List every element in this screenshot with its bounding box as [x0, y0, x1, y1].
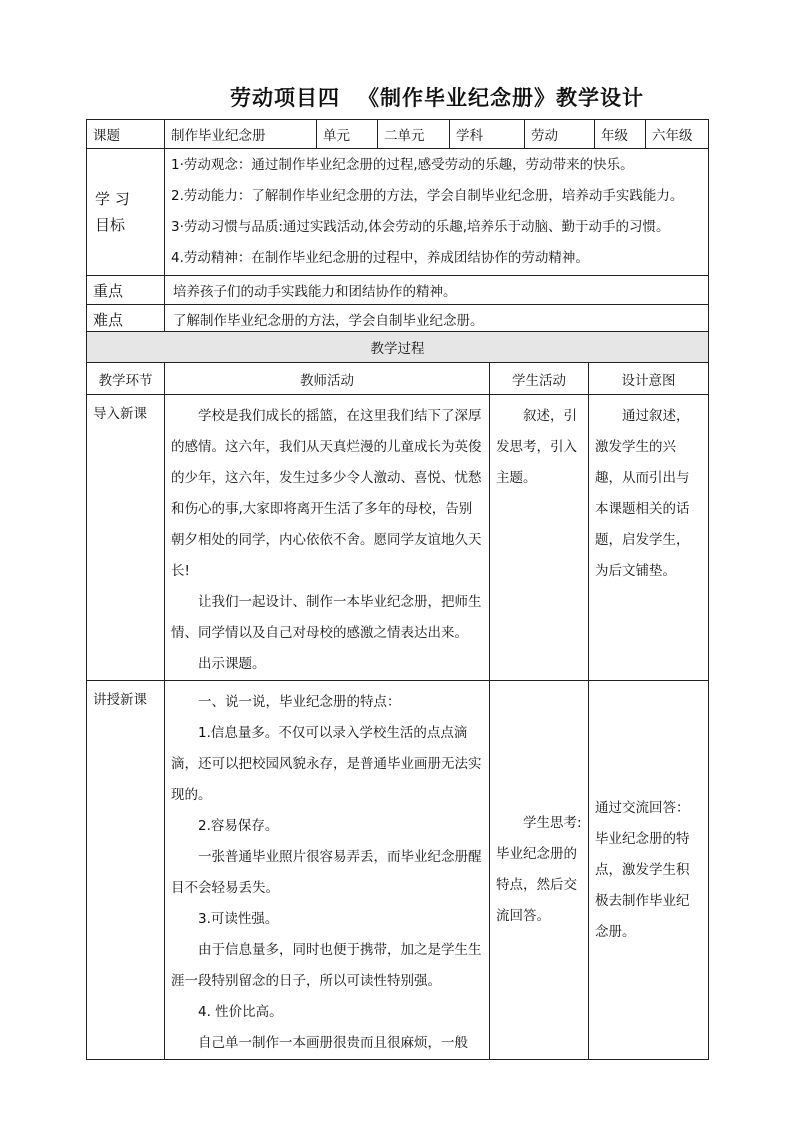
design-intent: 通过交流回答：毕业纪念册的特点，激发学生积极去制作毕业纪念册。: [595, 799, 690, 940]
col-teacher: 教师活动: [165, 363, 490, 395]
column-header-row: [87, 363, 709, 395]
goal-item-2: 2.劳动能力：了解制作毕业纪念册的方法，学会自制毕业纪念册，培养动手实践能力。: [171, 188, 684, 204]
grade-value: 六年级: [646, 120, 709, 149]
unit-label: 单元: [317, 120, 378, 149]
goals-label-line2: 目标: [95, 216, 126, 234]
table-row: [87, 395, 709, 681]
lesson-info-table: [86, 119, 709, 334]
teacher-paragraph: 2.容易保存。: [198, 818, 279, 834]
subject-label: 学科: [450, 120, 525, 149]
student-cell: [490, 395, 589, 681]
teacher-paragraph: 一张普通毕业照片很容易弄丢，而毕业纪念册醒目不会轻易丢失。: [171, 849, 482, 896]
table-row: [87, 681, 709, 1060]
student-cell: [490, 681, 589, 1060]
goals-label-line1: 学 习: [95, 190, 130, 208]
difficulty-label: 难点: [87, 305, 165, 334]
student-activity: 学生思考:毕业纪念册的特点，然后交流回答。: [496, 815, 582, 924]
student-activity: 叙述，引发思考，引入主题。: [496, 408, 577, 486]
key-point-label: 重点: [87, 276, 165, 305]
title-project: 劳动项目四: [230, 86, 340, 110]
teacher-paragraph: 一、说一说，毕业纪念册的特点：: [198, 694, 401, 710]
page-title: [0, 82, 794, 112]
topic-value: 制作毕业纪念册: [165, 120, 317, 149]
teacher-paragraph: 自己单一制作一本画册很贵而且很麻烦，一般: [198, 1035, 468, 1051]
goals-row: [87, 149, 709, 276]
stage-cell: [87, 681, 165, 1060]
teacher-cell: [165, 395, 490, 681]
teacher-paragraph: 学校是我们成长的摇篮，在这里我们结下了深厚的感情。这六年，我们从天真烂漫的儿童成长为英俊的少年，这六年，发生过多少令人激动、喜悦、忧愁和伤心的事,大家即将离开生活了多年的母校，告别朝夕相处的同学，内心依依不舍。愿同学友谊地久天长!: [171, 408, 482, 579]
goals-label: [87, 149, 165, 276]
process-header-row: [87, 332, 709, 363]
stage-cell: [87, 395, 165, 681]
difficulty-row: [87, 305, 709, 334]
stage-label: 讲授新课: [93, 692, 147, 708]
teacher-paragraph: 由于信息量多，同时也便于携带，加之是学生生涯一段特别留念的日子，所以可读性特别强。: [171, 942, 482, 989]
goal-item-4: 4.劳动精神：在制作毕业纪念册的过程中，养成团结协作的劳动精神。: [171, 250, 589, 266]
col-intent: 设计意图: [589, 363, 709, 395]
teacher-paragraph: 3.可读性强。: [198, 911, 279, 927]
difficulty-text: 了解制作毕业纪念册的方法，学会自制毕业纪念册。: [165, 305, 709, 334]
info-row: [87, 120, 709, 149]
goal-item-1: 1·劳动观念：通过制作毕业纪念册的过程,感受劳动的乐趣，劳动带来的快乐。: [171, 157, 634, 173]
title-lesson: 《制作毕业纪念册》教学设计: [358, 86, 644, 110]
design-intent: 通过叙述，激发学生的兴趣，从而引出与本课题相关的话题，启发学生，为后文铺垫。: [595, 408, 690, 579]
key-point-text: 培养孩子们的动手实践能力和团结协作的精神。: [165, 276, 709, 305]
stage-label: 导入新课: [93, 406, 147, 422]
col-student: 学生活动: [490, 363, 589, 395]
key-point-row: [87, 276, 709, 305]
intent-cell: [589, 395, 709, 681]
subject-value: 劳动: [525, 120, 595, 149]
teacher-paragraph: 让我们一起设计、制作一本毕业纪念册，把师生情、同学情以及自己对母校的感激之情表达出来。: [171, 594, 482, 641]
grade-label: 年级: [595, 120, 646, 149]
teaching-process-table: [86, 331, 709, 1060]
goal-item-3: 3·劳动习惯与品质:通过实践活动,体会劳动的乐趣,培养乐于动脑、勤于动手的习惯。: [171, 219, 670, 235]
goals-content: [165, 149, 709, 276]
intent-cell: [589, 681, 709, 1060]
col-stage: 教学环节: [87, 363, 165, 395]
teacher-paragraph: 4. 性价比高。: [198, 1004, 283, 1020]
teacher-paragraph: 1.信息量多。不仅可以录入学校生活的点点滴滴，还可以把校园风貌永存，是普通毕业画册无法实现的。: [171, 725, 482, 803]
process-header: 教学过程: [87, 332, 709, 363]
unit-value: 二单元: [378, 120, 450, 149]
teacher-paragraph: 出示课题。: [198, 656, 266, 672]
topic-label: 课题: [87, 120, 165, 149]
teacher-cell: [165, 681, 490, 1060]
